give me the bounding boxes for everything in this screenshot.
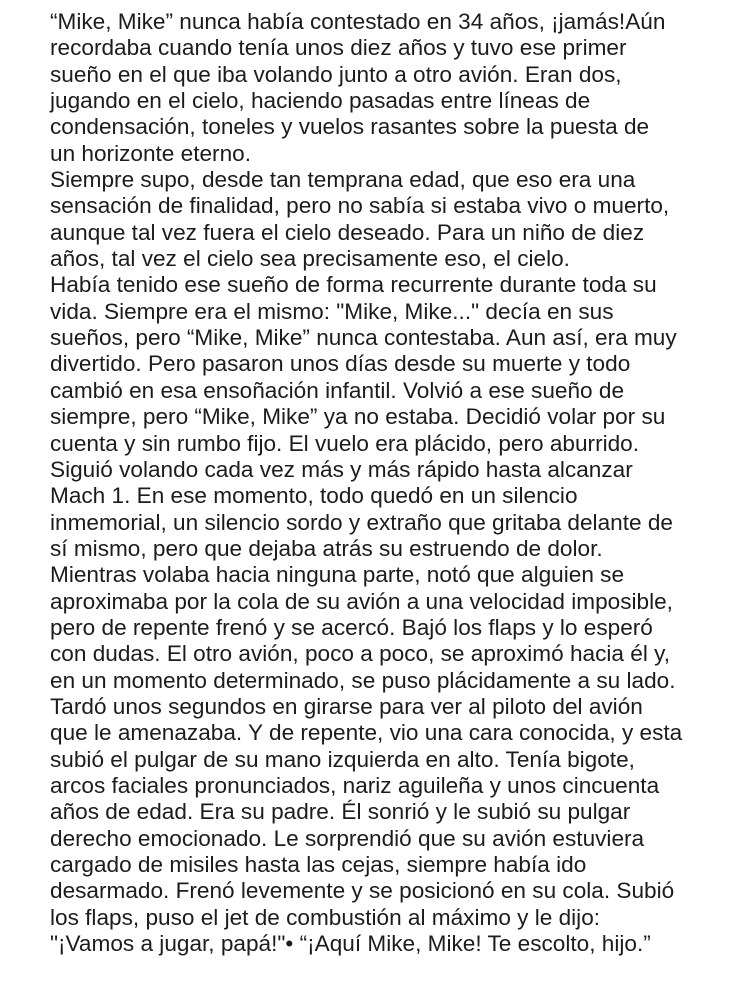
text-line: “Mike, Mike” nunca había contestado en 34 años, ¡jamás!Aún bbox=[50, 9, 666, 34]
text-line: Siempre supo, desde tan temprana edad, que eso era una bbox=[50, 167, 636, 193]
text-line: pero de repente frenó y se acercó. Bajó los flaps y lo esperó bbox=[50, 614, 653, 640]
text-line: inmemorial, un silencio sordo y extraño que gritaba delante de bbox=[50, 509, 673, 535]
text-line: vida. Siempre era el mismo: "Mike, Mike..." decía en sus bbox=[50, 298, 614, 324]
text-line: jugando en el cielo, haciendo pasadas entre líneas de bbox=[50, 88, 591, 114]
text-line: "¡Vamos a jugar, papá!"• “¡Aquí Mike, Mike! Te escolto, hijo.” bbox=[50, 931, 651, 957]
text-line: cuenta y sin rumbo fijo. El vuelo era plácido, pero aburrido. bbox=[50, 430, 640, 456]
text-line: Mientras volaba hacia ninguna parte, notó que alguien se bbox=[50, 562, 625, 588]
text-line: sensación de finalidad, pero no sabía si estaba vivo o muerto, bbox=[50, 193, 670, 219]
text-line: años de edad. Era su padre. Él sonrió y le subió su pulgar bbox=[50, 799, 631, 825]
text-line: Siguió volando cada vez más y más rápido hasta alcanzar bbox=[50, 456, 633, 482]
text-line: los flaps, puso el jet de combustión al máximo y le dijo: bbox=[50, 904, 601, 930]
text-line: con dudas. El otro avión, poco a poco, se aproximó hacia él y, bbox=[50, 641, 671, 667]
text-line: recordaba cuando tenía unos diez años y tuvo ese primer bbox=[50, 35, 627, 61]
text-line: un horizonte eterno. bbox=[50, 140, 251, 166]
text-line: Había tenido ese sueño de forma recurrente durante toda su bbox=[50, 272, 657, 298]
text-line: aunque tal vez fuera el cielo deseado. Para un niño de diez bbox=[50, 219, 645, 245]
text-line: Tardó unos segundos en girarse para ver al piloto del avión bbox=[50, 693, 643, 719]
text-line: años, tal vez el cielo sea precisamente eso, el cielo. bbox=[50, 246, 570, 272]
text-line: condensación, toneles y vuelos rasantes sobre la puesta de bbox=[50, 114, 650, 140]
text-line: en un momento determinado, se puso plácidamente a su lado. bbox=[50, 667, 676, 693]
text-line: derecho emocionado. Le sorprendió que su avión estuviera bbox=[50, 825, 645, 851]
text-line: arcos faciales pronunciados, nariz aguileña y unos cincuenta bbox=[50, 772, 660, 798]
text-line: subió el pulgar de su mano izquierda en alto. Tenía bigote, bbox=[50, 746, 635, 772]
text-line: cargado de misiles hasta las cejas, siempre había ido bbox=[50, 852, 587, 877]
text-line: sueños, pero “Mike, Mike” nunca contestaba. Aun así, era muy bbox=[50, 325, 677, 351]
text-line: aproximaba por la cola de su avión a una velocidad imposible, bbox=[50, 588, 673, 614]
text-line: cambió en esa ensoñación infantil. Volvió a ese sueño de bbox=[50, 377, 625, 403]
text-line: sí mismo, pero que dejaba atrás su estruendo de dolor. bbox=[50, 535, 603, 561]
text-line: desarmado. Frenó levemente y se posicionó en su cola. Subió bbox=[50, 878, 675, 904]
text-line: divertido. Pero pasaron unos días desde su muerte y todo bbox=[50, 351, 631, 377]
document-text bbox=[50, 9, 755, 957]
text-line: sueño en el que iba volando junto a otro avión. Eran dos, bbox=[50, 61, 622, 87]
text-line: siempre, pero “Mike, Mike” ya no estaba. Decidió volar por su bbox=[50, 404, 666, 430]
text-line: Mach 1. En ese momento, todo quedó en un silencio bbox=[50, 483, 578, 509]
text-line: que le amenazaba. Y de repente, vio una cara conocida, y esta bbox=[50, 720, 683, 746]
